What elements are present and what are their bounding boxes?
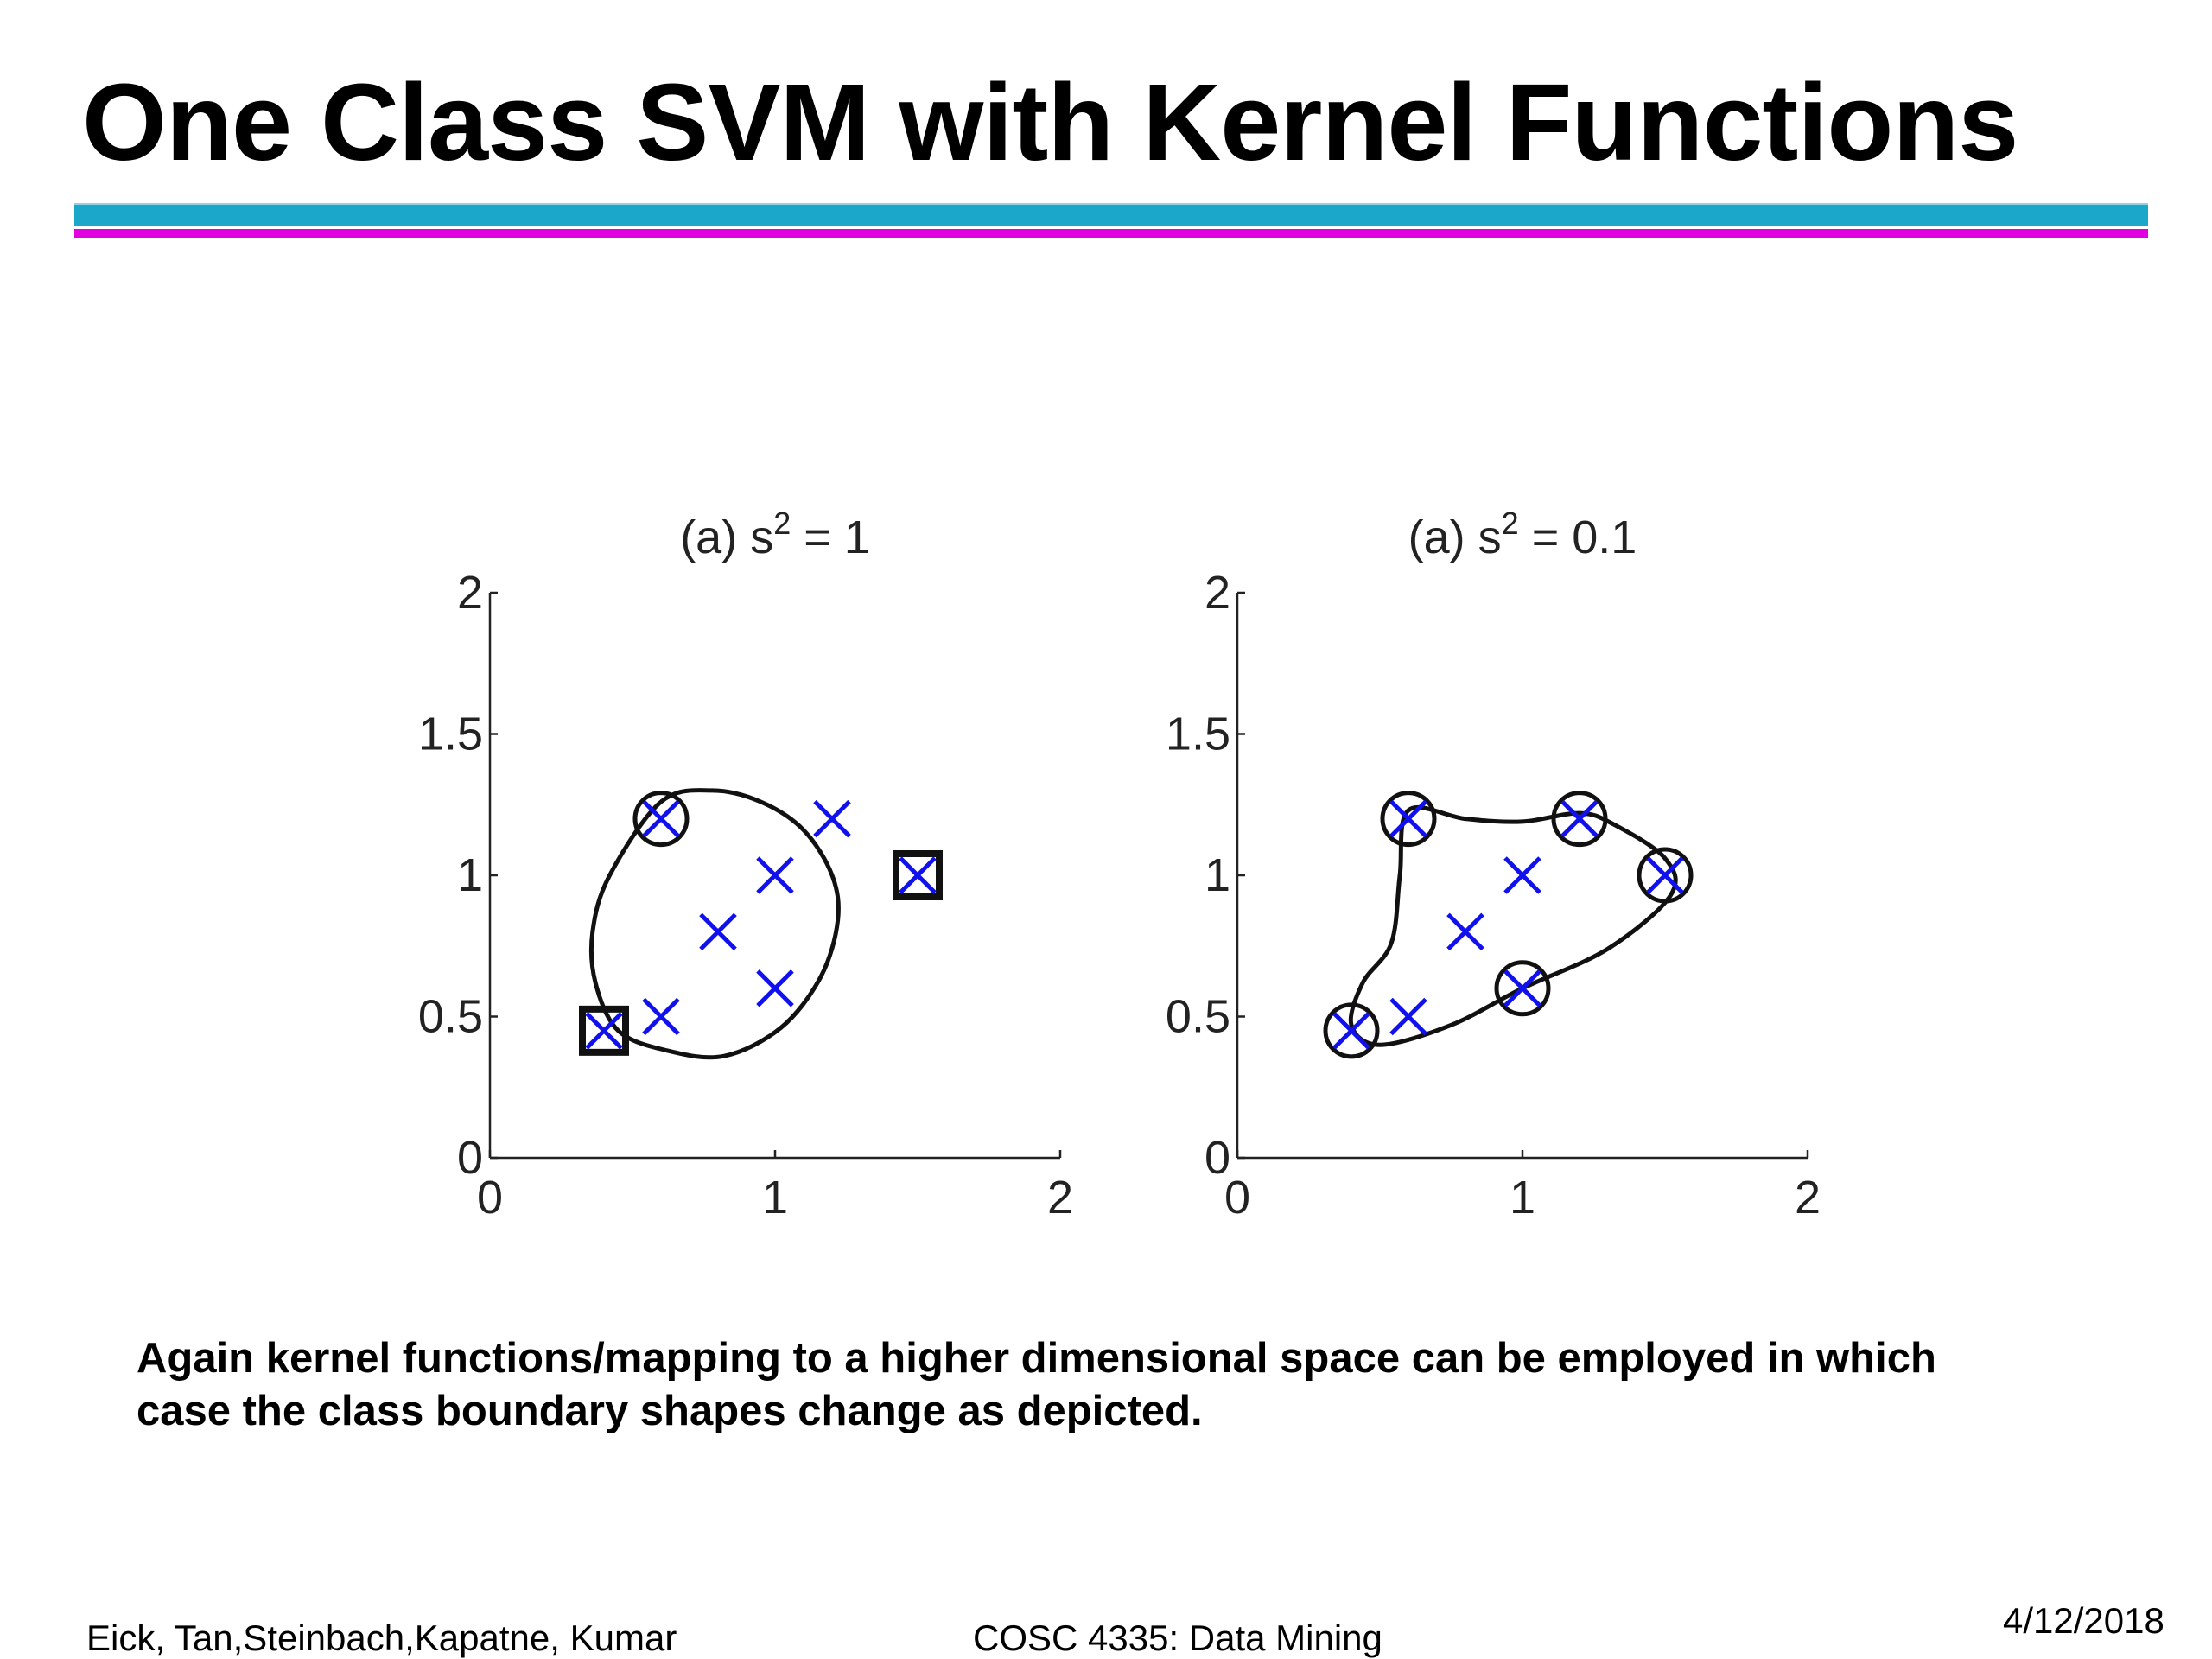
y-tick-label: 0 [1204,1132,1230,1184]
data-point-x [1562,802,1597,836]
data-point-x [1391,1000,1426,1034]
data-point-x [815,802,849,836]
y-tick-label: 0 [456,1132,483,1184]
y-tick-label: 1 [456,849,483,901]
y-tick-label: 0.5 [1165,990,1230,1043]
y-tick-label: 2 [456,567,483,619]
data-point-x [1391,802,1426,836]
y-tick-label: 0.5 [417,990,483,1043]
data-point-x [701,914,735,949]
caption-line-1: Again kernel functions/mapping to a higher dimensional space can be employed in which [137,1335,1936,1382]
y-tick-label: 1.5 [1165,708,1230,760]
x-tick-label: 0 [476,1172,504,1224]
data-point-x [758,858,792,893]
y-tick-label: 1 [1204,849,1230,901]
x-tick-label: 2 [1794,1172,1821,1224]
y-tick-label: 2 [1204,567,1230,619]
data-point-x [1505,858,1540,893]
plot-s2-1 [380,0,1123,1244]
x-tick-label: 1 [1509,1172,1536,1224]
data-point-x [900,858,935,893]
caption [137,1332,2081,1438]
footer-date: 4/12/2018 [2003,1600,2164,1641]
caption-line-2: case the class boundary shapes change as depicted. [137,1388,1203,1434]
data-point-x [644,1000,678,1034]
x-tick-label: 0 [1224,1172,1251,1224]
slide-title: One Class SVM with Kernel Functions [82,61,2018,183]
x-tick-label: 2 [1046,1172,1074,1224]
footer-course: COSC 4335: Data Mining [973,1618,1382,1658]
plot-title: (a) $s^2 = 0.1$ [1408,505,1637,563]
y-tick-label: 1.5 [417,708,483,760]
footer-authors: Eick, Tan,Steinbach,Kapatne, Kumar [86,1618,677,1658]
plot-title: (a) $s^2 = 1$ [680,505,870,563]
plot-s2-0-1 [1128,0,1871,1244]
data-point-x [758,971,792,1006]
data-point-x [644,802,678,836]
data-point-x [1505,971,1540,1006]
x-tick-label: 1 [761,1172,789,1224]
data-point-x [1448,914,1483,949]
